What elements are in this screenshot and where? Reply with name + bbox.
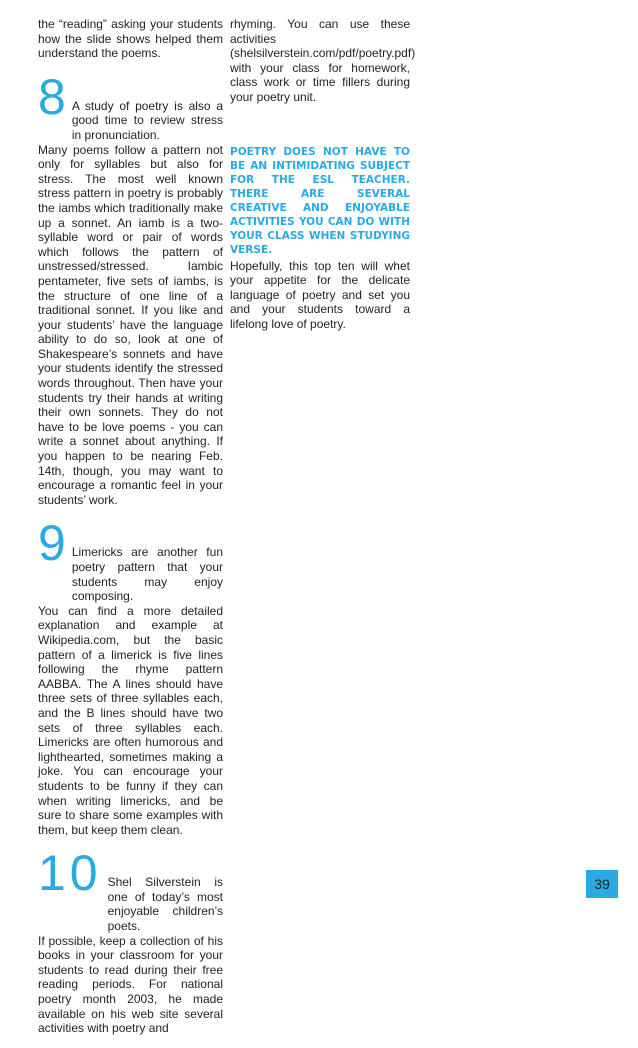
tip-number-10: 10 (38, 845, 102, 902)
right-column (230, 17, 416, 344)
tip-9 (38, 515, 223, 837)
tip-number-8: 8 (38, 68, 66, 125)
tip-8-lead: A study of poetry is also a good time to review stress in pronunciation. (71, 98, 223, 142)
page-number: 39 (586, 870, 618, 898)
continuation-paragraph: rhyming. You can use these activities (shelsilverstein.com/pdf/poetry.pdf) with your class for homework, class work or time fillers during your poetry unit. (230, 17, 416, 104)
pull-quote: POETRY DOES NOT HAVE TO BE AN INTIMIDATING SUBJECT FOR THE ESL TEACHER. THERE ARE SEVERAL CREATIVE AND ENJOYABLE ACTIVITIES YOU CAN DO WITH YOUR CLASS WHEN STUDYING VERSE. (230, 145, 410, 256)
tip-8 (38, 68, 223, 508)
intro-paragraph: the “reading” asking your students how the slide shows helped them understand the poems. (38, 17, 223, 61)
tip-10 (38, 845, 223, 1036)
closing-paragraph: Hopefully, this top ten will whet your appetite for the delicate language of poetry and set you and your students toward a lifelong love of poetry. (230, 258, 410, 331)
tip-10-body: If possible, keep a collection of his books in your classroom for your students to read during their free reading periods. For national poetry month 2003, he made available on his web site several activities with poetry and (38, 933, 223, 1036)
tip-9-body: You can find a more detailed explanation and example at Wikipedia.com, but the basic pattern of a limerick is five lines following the rhyme pattern AABBA. The A lines should have three sets of three syllables each, and the B lines should have two sets of three syllables each. Limericks are often humorous and lighthearted, sometimes making a joke. You can encourage your students to be funny if they can when writing limericks, and be sure to share some examples with them, but keep them clean. (38, 603, 223, 837)
tip-9-lead: Limericks are another fun poetry pattern that your students may enjoy composing. (71, 545, 223, 604)
tip-number-9: 9 (38, 515, 66, 572)
tip-8-body: Many poems follow a pattern not only for syllables but also for stress. The most well known stress pattern in poetry is probably the iambs which traditionally make up a sonnet. An iamb is a two-syllable word or pair of words which follows the pattern of unstressed/stressed. Iambic pentameter, five sets of iambs, is the structure of one line of a traditional sonnet. If you like and your students’ have the language ability to do so, look at one of Shakespeare’s sonnets and have your students identify the stressed words throughout. Then have your students try their hands at writing their own sonnets. They do not have to be love poems - you can write a sonnet about anything. If you happen to be nearing Feb. 14th, though, you may want to encourage a romantic feel in your students’ work. (38, 142, 223, 507)
left-column (38, 17, 223, 1048)
tip-10-lead: Shel Silverstein is one of today’s most enjoyable children’s poets. (107, 875, 223, 934)
